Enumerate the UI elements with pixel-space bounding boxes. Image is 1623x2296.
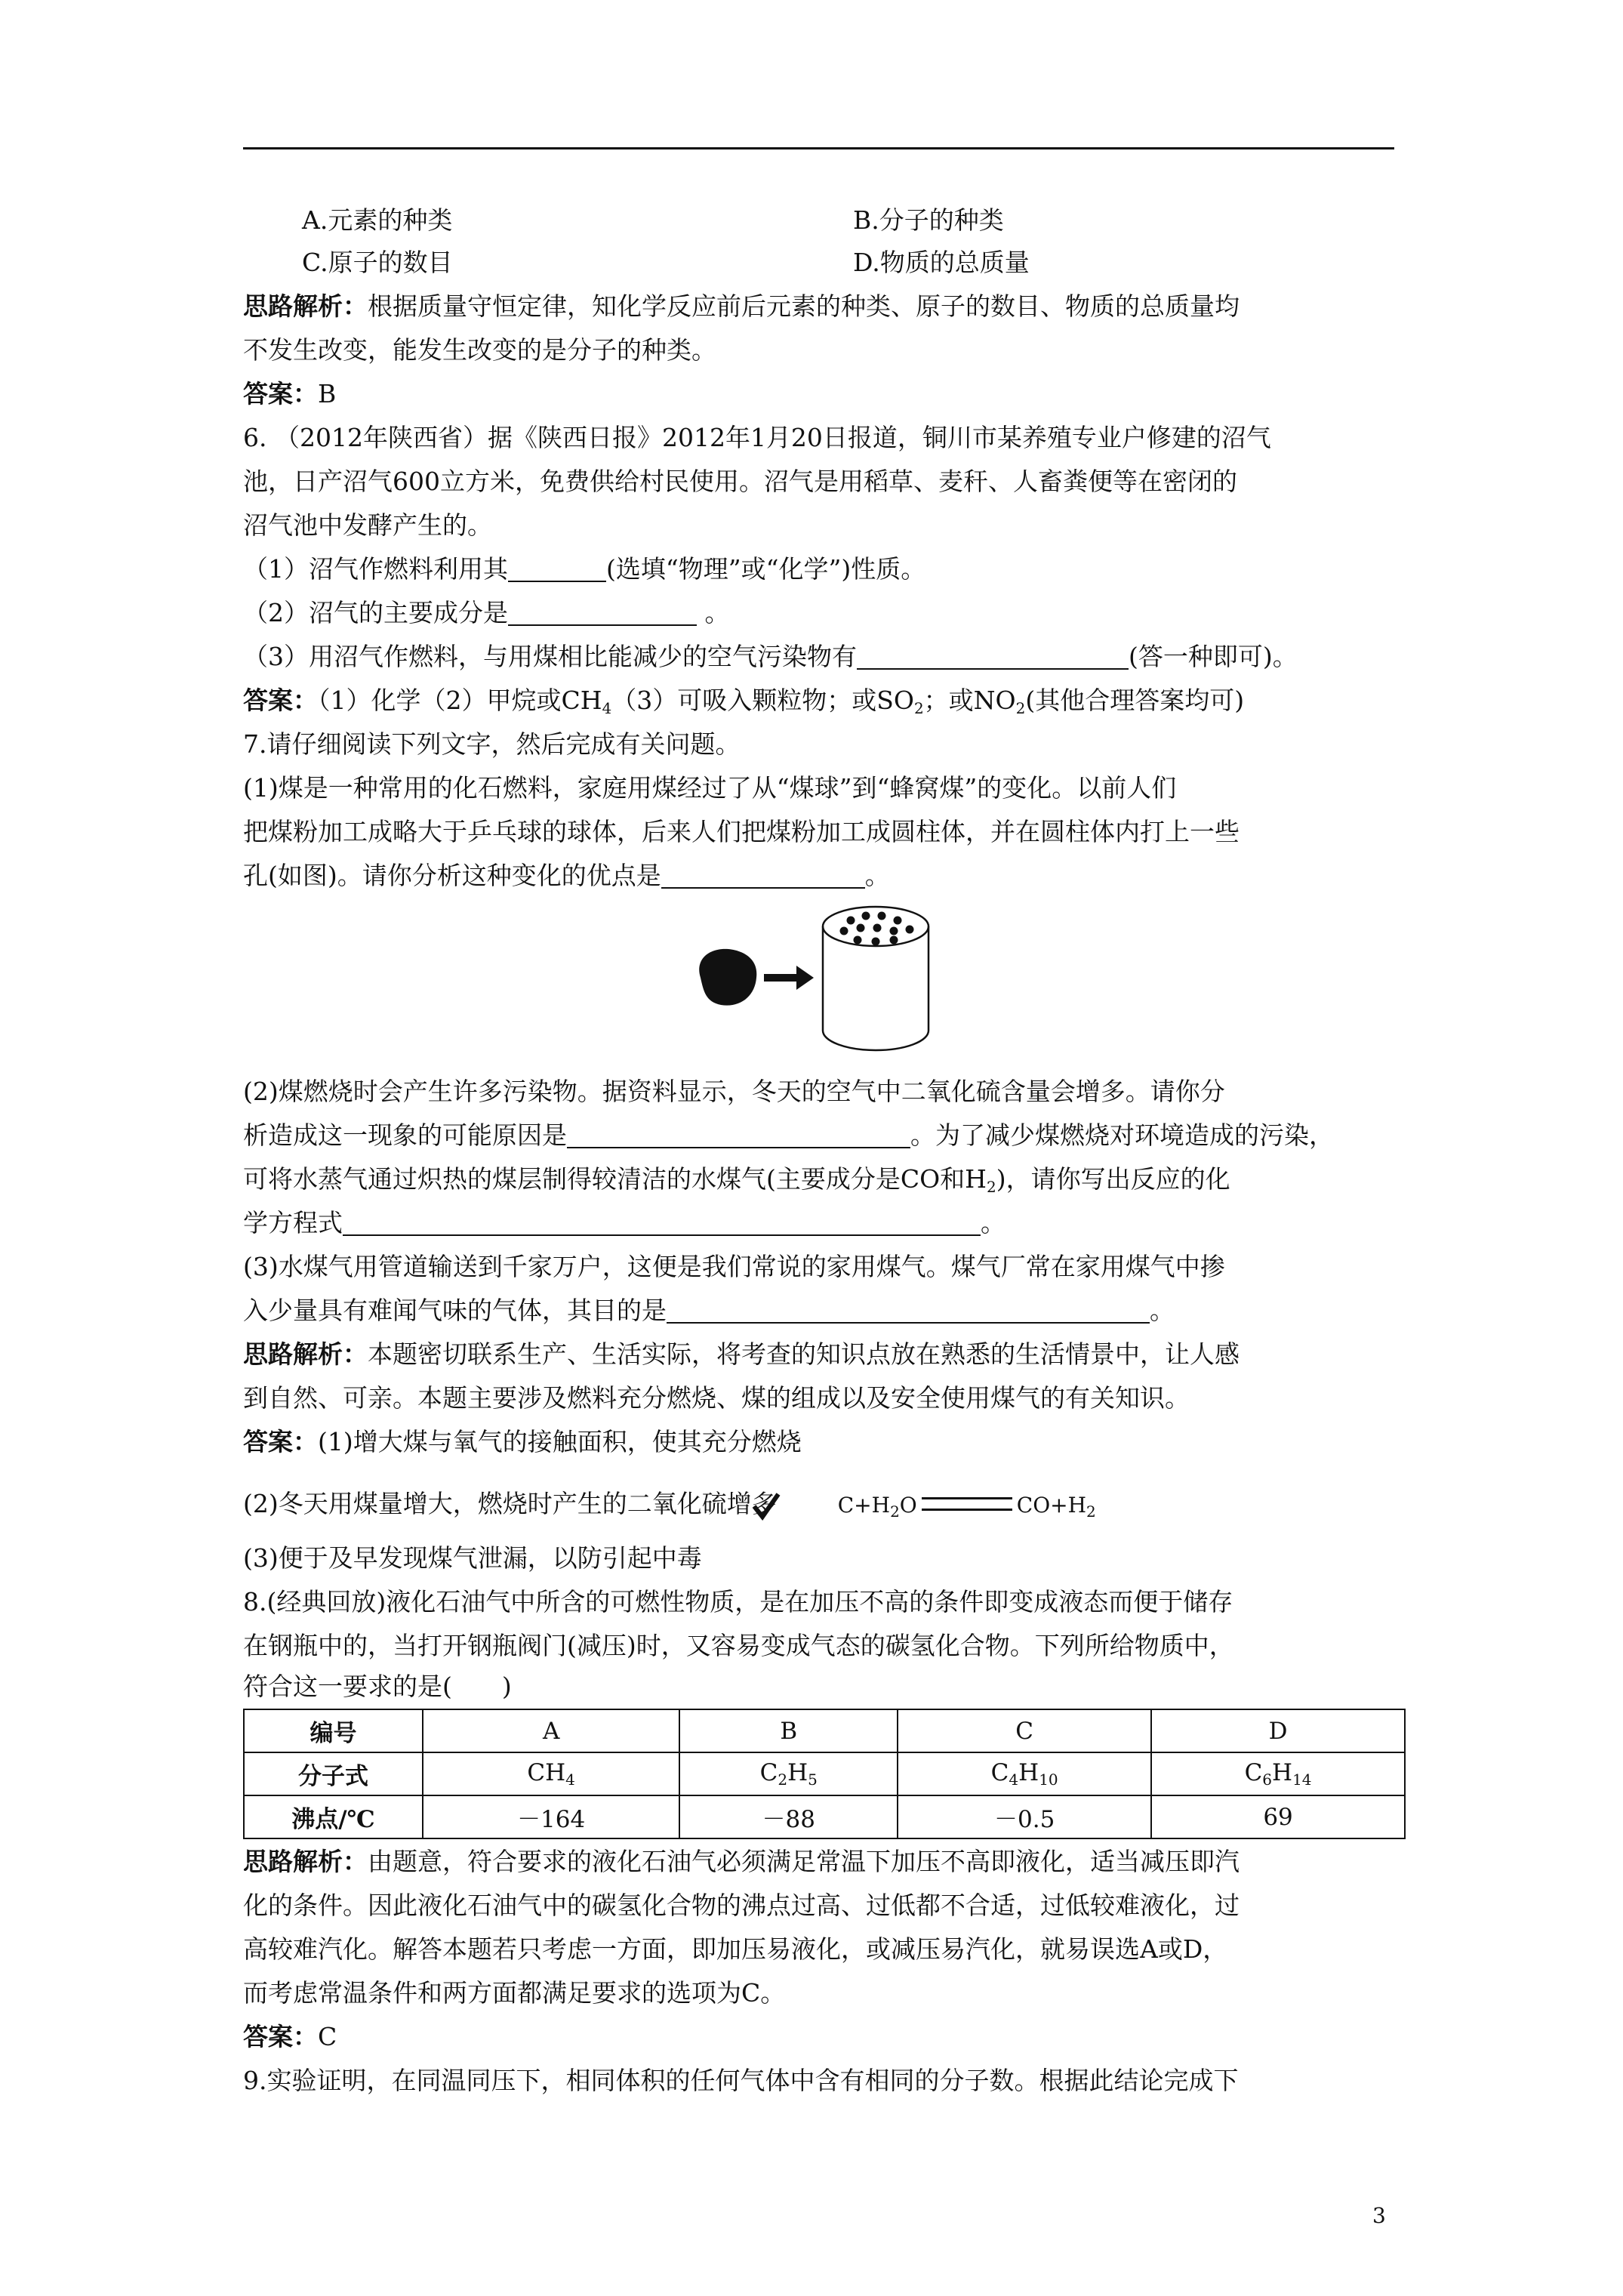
- table-cell: [679, 1752, 898, 1795]
- subscript: 10: [1039, 1771, 1058, 1789]
- answer-label: 答案：: [243, 686, 318, 715]
- header-rule: [243, 147, 1394, 149]
- q5-answer-line: [243, 373, 1406, 415]
- q5-analysis-line-2: 不发生改变，能发生改变的是分子的种类。: [243, 335, 716, 365]
- q7-analysis-line-1: [243, 1333, 1406, 1376]
- q7-p3-text: 入少量具有难闻气味的气体，其目的是: [243, 1296, 667, 1325]
- q5-analysis-line-1: [243, 285, 1406, 328]
- table-header-formula: 分子式: [244, 1752, 423, 1795]
- analysis-label: 思路解析：: [243, 291, 368, 321]
- subscript: 2: [1015, 699, 1026, 717]
- subscript: 2: [986, 1178, 996, 1196]
- page-number: 3: [1372, 2203, 1386, 2228]
- q8-analysis-line-3: 高较难汽化。解答本题若只考虑一方面，即加压易液化，或减压易汽化，就易误选A或D，: [243, 1934, 1228, 1964]
- table-cell: [1151, 1752, 1405, 1795]
- q8-analysis-line-2: 化的条件。因此液化石油气中的碳氢化合物的沸点过高、过低都不合适，过低较难液化，过: [243, 1891, 1240, 1920]
- q8-analysis-line-4: 而考虑常温条件和两方面都满足要求的选项为C。: [243, 1978, 786, 2008]
- equation-right: CO+H: [1016, 1493, 1087, 1518]
- subscript: 2: [913, 699, 924, 717]
- table-cell: 69: [1151, 1795, 1405, 1838]
- q7-p2-text: 可将水蒸气通过炽热的煤层制得较清洁的水煤气(主要成分是CO和H: [243, 1164, 987, 1194]
- q7-p2-tail: )，请你写出反应的化: [996, 1164, 1230, 1194]
- boiling-point-table: [243, 1709, 1406, 1839]
- table-cell: D: [1151, 1709, 1405, 1752]
- q8-answer-line: [243, 2016, 1406, 2058]
- subscript: 6: [1262, 1771, 1273, 1789]
- answer-text: B: [318, 379, 337, 408]
- q8-analysis-line-1: [243, 1841, 1406, 1883]
- answer-blank: [661, 858, 865, 889]
- q5-option-a: A.元素的种类: [302, 205, 453, 235]
- table-header-id: 编号: [244, 1709, 423, 1752]
- answer-blank: [567, 1118, 910, 1148]
- subscript: 5: [808, 1771, 818, 1789]
- formula-text: C: [759, 1759, 778, 1786]
- q9-stem-line-1: 9.实验证明，在同温同压下，相同体积的任何气体中含有相同的分子数。根据此结论完成下: [243, 2066, 1239, 2095]
- answer-blank: [508, 596, 697, 626]
- q6-sub-1-text: （1）沼气作燃料利用其: [243, 554, 508, 584]
- subscript: 2: [778, 1771, 788, 1789]
- formula-text: C: [1244, 1759, 1263, 1786]
- q6-answer-part: (其他合理答案均可): [1025, 686, 1245, 715]
- answer-blank: [343, 1206, 981, 1236]
- coal-ball-to-honeycomb-briquette-figure: [687, 887, 944, 1061]
- q6-sub-2-tail: 。: [697, 598, 730, 627]
- q5-option-d: D.物质的总质量: [853, 248, 1030, 277]
- answer-label: 答案：: [243, 379, 318, 408]
- table-cell: －88: [679, 1795, 898, 1838]
- table-cell: －164: [423, 1795, 679, 1838]
- analysis-text: 根据质量守恒定律，知化学反应前后元素的种类、原子的数目、物质的总质量均: [368, 291, 1240, 321]
- q7-p1-text: 孔(如图)。请你分析这种变化的优点是: [243, 861, 661, 890]
- answer-label: 答案：: [243, 2022, 318, 2051]
- equation-left-tail: O: [899, 1493, 917, 1518]
- q8-stem-line-1: 8.(经典回放)液化石油气中所含的可燃性物质，是在加压不高的条件即变成液态而便于储存: [243, 1587, 1233, 1616]
- answer-text: C: [318, 2022, 337, 2051]
- answer-text: (2)冬天用煤量增大，燃烧时产生的二氧化硫增多: [243, 1489, 777, 1518]
- table-header-boiling-point: 沸点/℃: [244, 1795, 423, 1838]
- q7-analysis-line-2: 到自然、可亲。本题主要涉及燃料充分燃烧、煤的组成以及安全使用煤气的有关知识。: [243, 1383, 1190, 1413]
- q6-sub-3: [243, 636, 1406, 678]
- subscript: 4: [602, 699, 612, 717]
- table-cell: －0.5: [898, 1795, 1151, 1838]
- table-cell: C: [898, 1709, 1151, 1752]
- q7-stem: 7.请仔细阅读下列文字，然后完成有关问题。: [243, 729, 741, 759]
- formula-text: H: [1018, 1759, 1039, 1786]
- answer-blank: [667, 1293, 1150, 1324]
- equation-left: C+H: [837, 1493, 891, 1518]
- formula-text: H: [787, 1759, 808, 1786]
- q6-answer-part: （1）化学（2）甲烷或CH: [318, 686, 602, 715]
- answer-blank: [508, 552, 606, 582]
- q6-answer-part: ；或NO: [923, 686, 1016, 715]
- q7-p2-tail: 。: [981, 1208, 1006, 1237]
- arrow-icon: [764, 966, 814, 990]
- q7-p3-line-2: [243, 1290, 1406, 1332]
- q7-p3-tail: 。: [1150, 1296, 1175, 1325]
- q5-option-c: C.原子的数目: [302, 248, 453, 277]
- subscript: 4: [1009, 1771, 1019, 1789]
- briquette-holes: [840, 912, 914, 946]
- coal-ball-icon: [699, 949, 756, 1006]
- subscript: 2: [1086, 1502, 1096, 1521]
- formula-text: CH: [527, 1759, 566, 1786]
- answer-blank: [857, 639, 1129, 670]
- table-row: [244, 1752, 1405, 1795]
- table-cell: B: [679, 1709, 898, 1752]
- table-cell: A: [423, 1709, 679, 1752]
- analysis-label: 思路解析：: [243, 1847, 368, 1876]
- answer-label: 答案：: [243, 1427, 318, 1456]
- q7-p2-line-4: [243, 1202, 1406, 1244]
- q7-answer-line-2: [243, 1483, 1406, 1525]
- q5-option-b: B.分子的种类: [853, 205, 1004, 235]
- q7-p1-tail: 。: [864, 861, 890, 890]
- analysis-text: 本题密切联系生产、生活实际，将考查的知识点放在熟悉的生活情景中，让人感: [368, 1339, 1240, 1369]
- answer-text: (1)增大煤与氧气的接触面积，使其充分燃烧: [318, 1427, 802, 1456]
- equals-sign: [922, 1497, 1012, 1511]
- formula-text: H: [1272, 1759, 1293, 1786]
- analysis-label: 思路解析：: [243, 1339, 368, 1369]
- q6-sub-2-text: （2）沼气的主要成分是: [243, 598, 508, 627]
- q6-stem-line-1: 6. （2012年陕西省）据《陕西日报》2012年1月20日报道，铜川市某养殖专业户修建的沼气: [243, 423, 1271, 452]
- q7-p2-line-3: [243, 1158, 1406, 1200]
- analysis-text: 由题意，符合要求的液化石油气必须满足常温下加压不高即液化，适当减压即汽: [368, 1847, 1240, 1876]
- q6-sub-2: [243, 592, 1406, 634]
- q6-sub-3-text: （3）用沼气作燃料，与用煤相比能减少的空气污染物有: [243, 642, 857, 671]
- subscript: 4: [565, 1771, 575, 1789]
- q6-sub-1-tail: (选填“物理”或“化学”)性质。: [606, 554, 926, 584]
- q6-sub-1: [243, 548, 1406, 590]
- q7-answer-line-3: (3)便于及早发现煤气泄漏，以防引起中毒: [243, 1543, 702, 1573]
- table-row: [244, 1709, 1405, 1752]
- q7-p2-text: 析造成这一现象的可能原因是: [243, 1120, 567, 1150]
- q7-p1-line-2: 把煤粉加工成略大于乒乓球的球体，后来人们把煤粉加工成圆柱体，并在圆柱体内打上一些: [243, 817, 1240, 846]
- q6-sub-3-tail: (答一种即可)。: [1129, 642, 1298, 671]
- q7-p2-tail: 。为了减少煤燃烧对环境造成的污染，: [910, 1120, 1334, 1150]
- table-cell: [423, 1752, 679, 1795]
- q7-answer-line-1: [243, 1421, 1406, 1463]
- table-cell: [898, 1752, 1151, 1795]
- q7-p2-text: 学方程式: [243, 1208, 343, 1237]
- q6-answer-line: [243, 680, 1406, 722]
- q7-p1-line-1: (1)煤是一种常用的化石燃料，家庭用煤经过了从“煤球”到“蜂窝煤”的变化。以前人们: [243, 773, 1177, 803]
- formula-text: C: [990, 1759, 1009, 1786]
- q8-stem-line-3: 符合这一要求的是( ): [243, 1672, 512, 1701]
- table-row: [244, 1795, 1405, 1838]
- subscript: 14: [1292, 1771, 1312, 1789]
- q7-p2-line-1: (2)煤燃烧时会产生许多污染物。据资料显示，冬天的空气中二氧化硫含量会增多。请你分: [243, 1077, 1225, 1106]
- chemical-equation: [837, 1493, 1096, 1521]
- q8-stem-line-2: 在钢瓶中的，当打开钢瓶阀门(减压)时，又容易变成气态的碳氢化合物。下列所给物质中，: [243, 1631, 1234, 1660]
- q7-p3-line-1: (3)水煤气用管道输送到千家万户，这便是我们常说的家用煤气。煤气厂常在家用煤气中掺: [243, 1252, 1225, 1281]
- q6-answer-part: （3）可吸入颗粒物；或SO: [611, 686, 914, 715]
- q7-p2-line-2: [243, 1114, 1406, 1157]
- q6-stem-line-3: 沼气池中发酵产生的。: [243, 510, 492, 540]
- q6-stem-line-2: 池，日产沼气600立方米，免费供给村民使用。沼气是用稻草、麦秆、人畜粪便等在密闭的: [243, 467, 1237, 496]
- subscript: 2: [890, 1502, 900, 1521]
